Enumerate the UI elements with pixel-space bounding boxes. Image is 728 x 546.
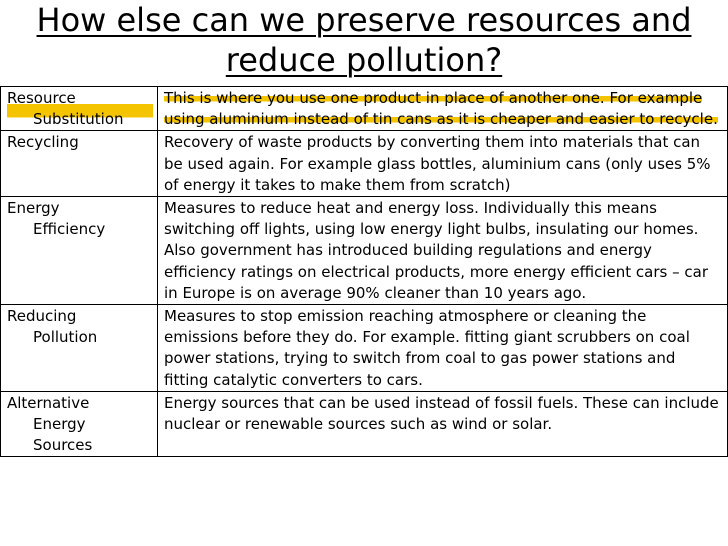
table-row [1, 305, 728, 392]
term-label: Resource Substitution [7, 88, 153, 130]
term-cell [1, 197, 158, 305]
table-row [1, 391, 728, 457]
resources-table [0, 86, 728, 457]
description-text: This is where you use one product in place of another one. For example using aluminium instead of tin cans as it is cheaper and easier to recycle. [164, 89, 718, 129]
description-cell [158, 305, 728, 392]
term-cell [1, 131, 158, 197]
term-cell [1, 305, 158, 392]
description-text: Measures to reduce heat and energy loss. Individually this means switching off lights, using low energy light bulbs, insulating our homes. Also government has introduced building regulations and energy efficiency ratings on electrical products, more energy efficient cars – car in Europe is on average 90% cleaner than 10 years ago. [164, 199, 708, 302]
page-title [0, 0, 728, 86]
term-cell [1, 87, 158, 131]
description-cell [158, 197, 728, 305]
term-label: Energy Efficiency [7, 199, 106, 239]
term-label: Reducing Pollution [7, 307, 98, 347]
table-row [1, 87, 728, 131]
term-label: Alternative Energy Sources [7, 393, 93, 455]
description-text: Energy sources that can be used instead of fossil fuels. These can include nuclear or renewable sources such as wind or solar. [164, 393, 719, 434]
table-row [1, 131, 728, 197]
term-cell [1, 391, 158, 457]
title-line-1: How else can we preserve resources and [36, 1, 692, 39]
description-text: Recovery of waste products by converting them into materials that can be used again. For example glass bottles, aluminium cans (only uses 5% of energy it takes to make them from scratch) [164, 133, 711, 194]
description-cell [158, 87, 728, 131]
description-cell [158, 131, 728, 197]
description-text: Measures to stop emission reaching atmosphere or cleaning the emissions before they do. For example. fitting giant scrubbers on coal power stations, trying to switch from coal to gas power stations and fitting catalytic converters to cars. [164, 307, 690, 389]
description-cell [158, 391, 728, 457]
table-row [1, 197, 728, 305]
title-line-2: reduce pollution? [225, 41, 503, 79]
term-label: Recycling [7, 133, 79, 152]
